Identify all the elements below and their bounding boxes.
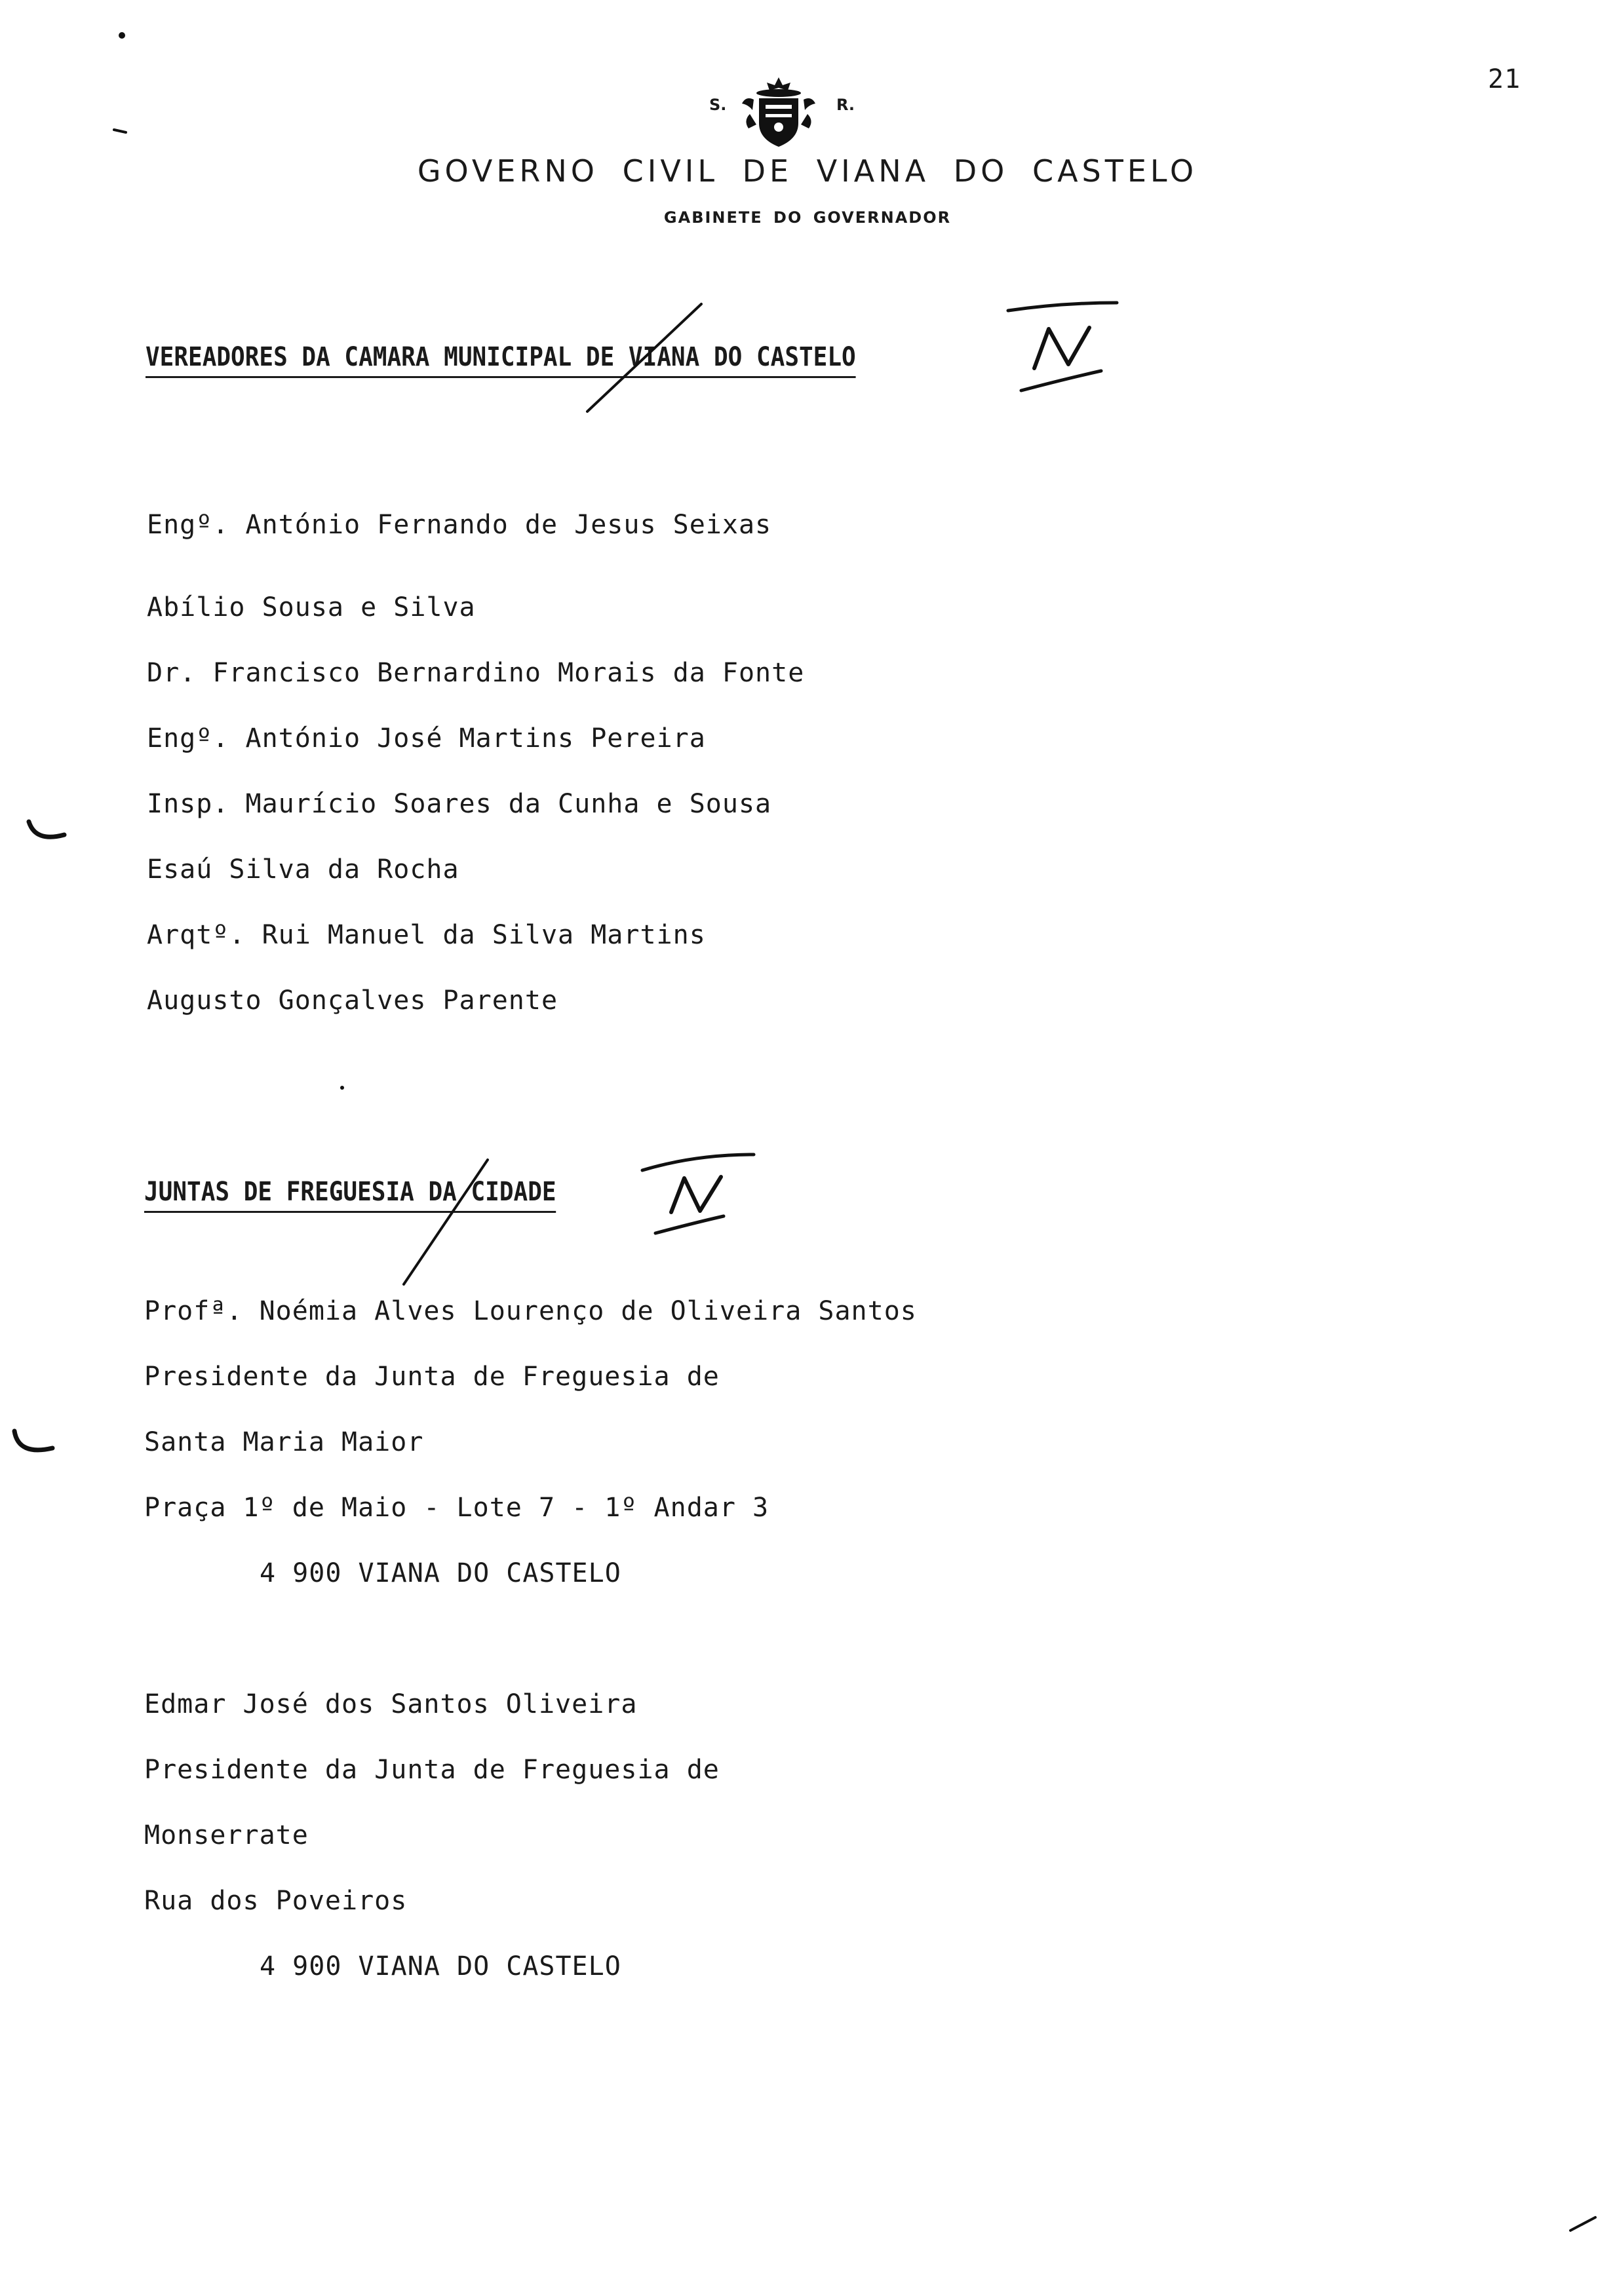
scan-speck: [1570, 2217, 1595, 2230]
coat-of-arms-icon: [739, 73, 818, 152]
entry-role: Presidente da Junta de Freguesia de: [144, 1755, 720, 1785]
emblem-letter-s: S.: [709, 96, 727, 114]
entry-postal: 4 900 VIANA DO CASTELO: [260, 1558, 621, 1588]
entry-postal: 4 900 VIANA DO CASTELO: [260, 1951, 621, 1981]
section-heading-juntas: JUNTAS DE FREGUESIA DA CIDADE: [144, 1177, 556, 1213]
emblem-letter-r: R.: [836, 96, 855, 114]
entry-address: Praça 1º de Maio - Lote 7 - 1º Andar 3: [144, 1493, 769, 1523]
handwritten-n-mark-2: [642, 1155, 754, 1233]
entry-name: Profª. Noémia Alves Lourenço de Oliveira Santos: [144, 1296, 917, 1326]
letterhead-subtitle: GABINETE DO GOVERNADOR: [663, 208, 952, 227]
list-item: Engº. António Fernando de Jesus Seixas: [147, 510, 772, 540]
list-item: Dr. Francisco Bernardino Morais da Fonte: [147, 658, 805, 688]
list-item: Engº. António José Martins Pereira: [147, 723, 706, 754]
entry-address: Rua dos Poveiros: [144, 1886, 408, 1916]
list-item: Esaú Silva da Rocha: [147, 854, 459, 885]
list-item: Abílio Sousa e Silva: [147, 592, 476, 622]
list-item: Insp. Maurício Soares da Cunha e Sousa: [147, 789, 772, 819]
entry-parish: Santa Maria Maior: [144, 1427, 424, 1457]
scan-speck: [119, 32, 125, 39]
letterhead-title: GOVERNO CIVIL DE VIANA DO CASTELO: [417, 153, 1198, 189]
list-item: Augusto Gonçalves Parente: [147, 985, 558, 1016]
margin-mark: [14, 1431, 52, 1450]
scan-speck: [114, 130, 126, 132]
page-number: 21: [1488, 64, 1521, 94]
margin-mark: [29, 822, 64, 837]
entry-name: Edmar José dos Santos Oliveira: [144, 1689, 638, 1719]
list-item: Arqtº. Rui Manuel da Silva Martins: [147, 920, 706, 950]
entry-role: Presidente da Junta de Freguesia de: [144, 1362, 720, 1392]
section-heading-vereadores: VEREADORES DA CAMARA MUNICIPAL DE VIANA DO CASTELO: [146, 342, 856, 378]
entry-parish: Monserrate: [144, 1820, 309, 1850]
scan-speck: [340, 1086, 344, 1090]
handwritten-n-mark-1: [1008, 303, 1117, 391]
